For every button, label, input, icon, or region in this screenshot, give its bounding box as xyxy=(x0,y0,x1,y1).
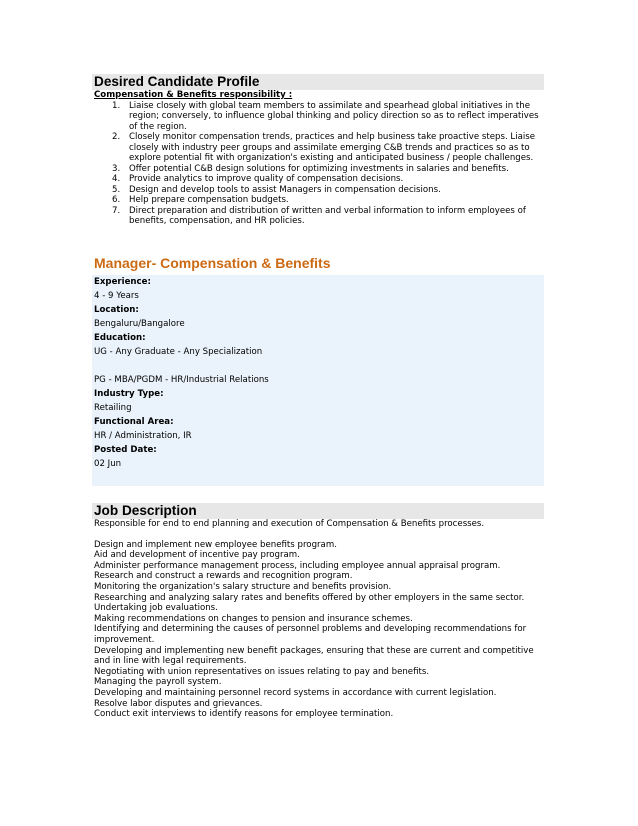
list-item-number: 5. xyxy=(112,184,121,195)
job-description-body xyxy=(92,519,544,720)
list-item xyxy=(92,132,544,164)
job-description-heading: Job Description xyxy=(92,503,544,519)
functional-area-value: HR / Administration, IR xyxy=(94,430,192,441)
list-item xyxy=(92,164,544,175)
job-info-panel xyxy=(92,275,544,486)
list-item-number: 2. xyxy=(112,132,121,142)
description-line: Conduct exit interviews to identify reasons for employee termination. xyxy=(94,709,394,720)
posted-date-label: Posted Date: xyxy=(94,444,157,455)
document-page xyxy=(92,74,544,720)
description-line: Developing and maintaining personnel record systems in accordance with current legislation. xyxy=(94,688,497,698)
list-item xyxy=(92,174,544,185)
description-line: Resolve labor disputes and grievances. xyxy=(94,698,263,709)
description-line: Responsible for end to end planning and execution of Compensation & Benefits processes. xyxy=(94,518,485,529)
description-line: Making recommendations on changes to pension and insurance schemes. xyxy=(94,613,413,624)
description-line: Managing the payroll system. xyxy=(94,677,222,688)
education-ug-value: UG - Any Graduate - Any Specialization xyxy=(94,346,263,357)
list-item-text: Design and develop tools to assist Managers in compensation decisions. xyxy=(129,184,441,195)
industry-value: Retailing xyxy=(94,402,132,413)
list-item xyxy=(92,101,544,133)
list-item-text: Provide analytics to improve quality of compensation decisions. xyxy=(129,174,404,184)
description-line: Design and implement new employee benefits program. xyxy=(94,539,337,550)
functional-area-label: Functional Area: xyxy=(94,416,174,427)
profile-heading: Desired Candidate Profile xyxy=(92,74,544,90)
location-label: Location: xyxy=(94,304,139,315)
education-label: Education: xyxy=(94,332,146,343)
list-item-text: Liaise closely with global team members to assimilate and spearhead global initiatives in the region; conversely, to influence global thinking and policy direction so as to reflect imperatives of the region. xyxy=(129,100,539,132)
experience-label: Experience: xyxy=(94,276,151,287)
description-line: Monitoring the organization's salary structure and benefits provision. xyxy=(94,582,392,593)
description-line: Undertaking job evaluations. xyxy=(94,603,218,614)
description-line: Researching and analyzing salary rates and benefits offered by other employers in the same sector. xyxy=(94,592,525,603)
description-line: Negotiating with union representatives on issues relating to pay and benefits. xyxy=(94,666,430,677)
spacer xyxy=(92,529,544,540)
job-title: Manager- Compensation & Benefits xyxy=(94,254,331,271)
description-line: Administer performance management process, including employee annual appraisal program. xyxy=(94,560,501,571)
responsibility-list xyxy=(92,101,544,227)
experience-value: 4 - 9 Years xyxy=(94,290,139,301)
list-item-text: Direct preparation and distribution of written and verbal information to inform employees of benefits, compensation, and HR policies. xyxy=(129,205,526,226)
responsibility-subheading: Compensation & Benefits responsibility : xyxy=(94,90,293,100)
education-pg-value: PG - MBA/PGDM - HR/Industrial Relations xyxy=(94,374,269,385)
list-item xyxy=(92,195,544,206)
location-value: Bengaluru/Bangalore xyxy=(94,318,185,329)
description-line: Aid and development of incentive pay program. xyxy=(94,550,300,561)
description-line: Identifying and determining the causes of personnel problems and developing recommendations for improvement. xyxy=(94,624,527,646)
list-item xyxy=(92,206,544,227)
description-line: Developing and implementing new benefit packages, ensuring that these are current and competitive and in line with legal requirements. xyxy=(94,645,534,667)
list-item xyxy=(92,185,544,196)
list-item-number: 4. xyxy=(112,174,121,184)
spacer xyxy=(92,359,544,373)
list-item-number: 1. xyxy=(112,100,121,111)
list-item-text: Offer potential C&B design solutions for optimizing investments in salaries and benefits. xyxy=(129,163,509,174)
list-item-number: 7. xyxy=(112,205,121,216)
posted-date-value: 02 Jun xyxy=(94,458,122,469)
industry-label: Industry Type: xyxy=(94,388,164,399)
description-line: Research and construct a rewards and recognition program. xyxy=(94,571,353,582)
list-item-number: 6. xyxy=(112,195,121,205)
list-item-text: Closely monitor compensation trends, practices and help business take proactive steps. Liaise closely with industry peer groups and assimilate emerging C&B trends and practices so as to explore potential fit with organization's existing and anticipated business / people challenges. xyxy=(129,132,536,163)
list-item-number: 3. xyxy=(112,163,121,174)
list-item-text: Help prepare compensation budgets. xyxy=(129,195,289,205)
